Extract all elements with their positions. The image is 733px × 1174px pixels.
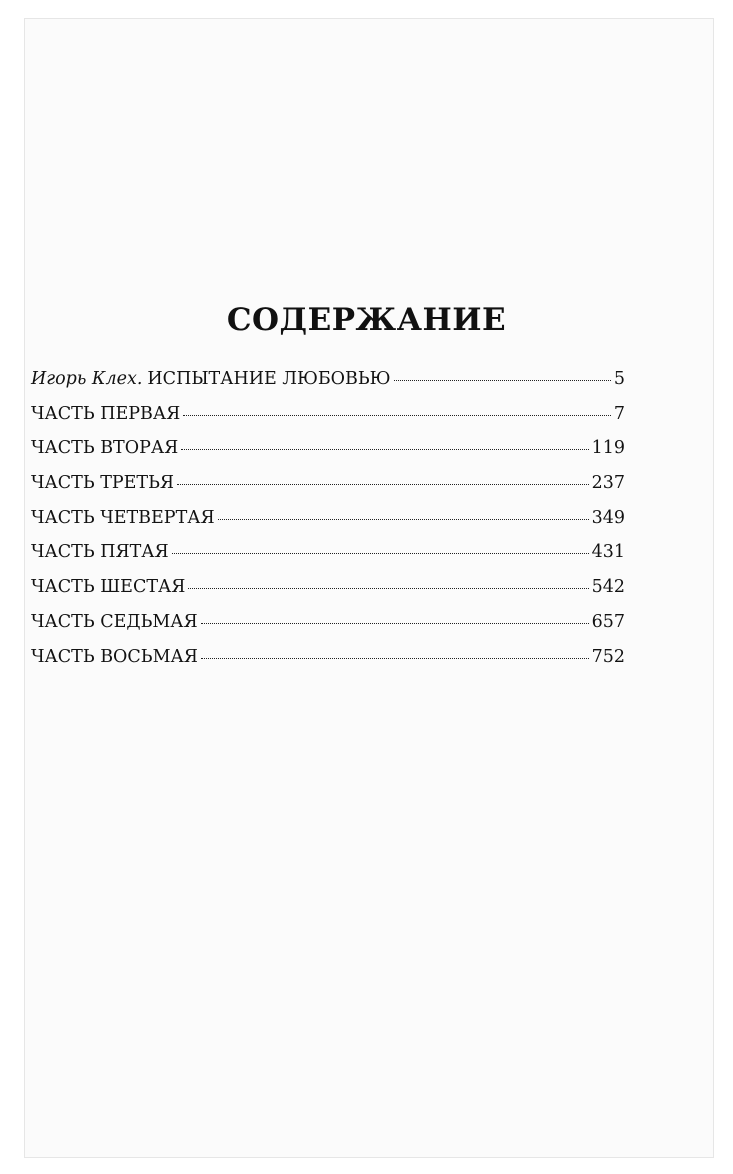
dot-leader — [172, 553, 589, 554]
toc-entry-page: 542 — [591, 577, 625, 598]
dot-leader — [201, 658, 589, 659]
dot-leader — [183, 415, 611, 416]
toc-entry-part-6 — [31, 577, 625, 612]
toc-entry-page: 431 — [591, 542, 625, 563]
toc-entry-page: 237 — [591, 473, 625, 494]
toc-entry-page: 5 — [613, 369, 625, 389]
dot-leader — [218, 519, 589, 520]
toc-entry-title: ЧАСТЬ ПЕРВАЯ — [31, 403, 181, 424]
dot-leader — [177, 484, 589, 485]
toc-entry-part-5 — [31, 542, 625, 577]
dot-leader — [181, 449, 588, 450]
toc-entry-part-1 — [31, 404, 625, 439]
toc-entry-page: 657 — [591, 611, 625, 632]
toc-entry-part-2 — [31, 438, 625, 473]
toc-entry-title: ЧАСТЬ СЕДЬМАЯ — [31, 611, 198, 632]
toc-entry-page: 349 — [591, 507, 625, 528]
toc-entry-title: ЧАСТЬ ВОСЬМАЯ — [31, 646, 198, 667]
toc-entry-foreword — [31, 369, 625, 404]
toc-entry-author: Игорь Клех. — [31, 369, 143, 389]
toc-entry-title: ЧАСТЬ ВТОРАЯ — [31, 438, 179, 459]
toc-entry-title: ЧАСТЬ ШЕСТАЯ — [31, 577, 186, 598]
page-title: СОДЕРЖАНИЕ — [226, 302, 507, 338]
dot-leader — [394, 380, 611, 381]
dot-leader — [201, 623, 589, 624]
toc-entry-page: 119 — [591, 438, 625, 459]
dot-leader — [188, 588, 588, 589]
toc-entry-title: ЧАСТЬ ТРЕТЬЯ — [31, 473, 175, 494]
toc-entry-title: ЧАСТЬ ЧЕТВЕРТАЯ — [31, 507, 215, 528]
toc-entry-part-3 — [31, 473, 625, 508]
toc-entry-part-4 — [31, 508, 625, 543]
toc-entry-part-7 — [31, 612, 625, 647]
toc-entry-title: ЧАСТЬ ПЯТАЯ — [31, 542, 169, 563]
toc-entry-page: 7 — [613, 403, 625, 424]
toc-entry-part-8 — [31, 647, 625, 682]
toc-entry-title: ИСПЫТАНИЕ ЛЮБОВЬЮ — [147, 369, 391, 389]
toc-entry-page: 752 — [591, 646, 625, 667]
table-of-contents — [31, 369, 625, 681]
